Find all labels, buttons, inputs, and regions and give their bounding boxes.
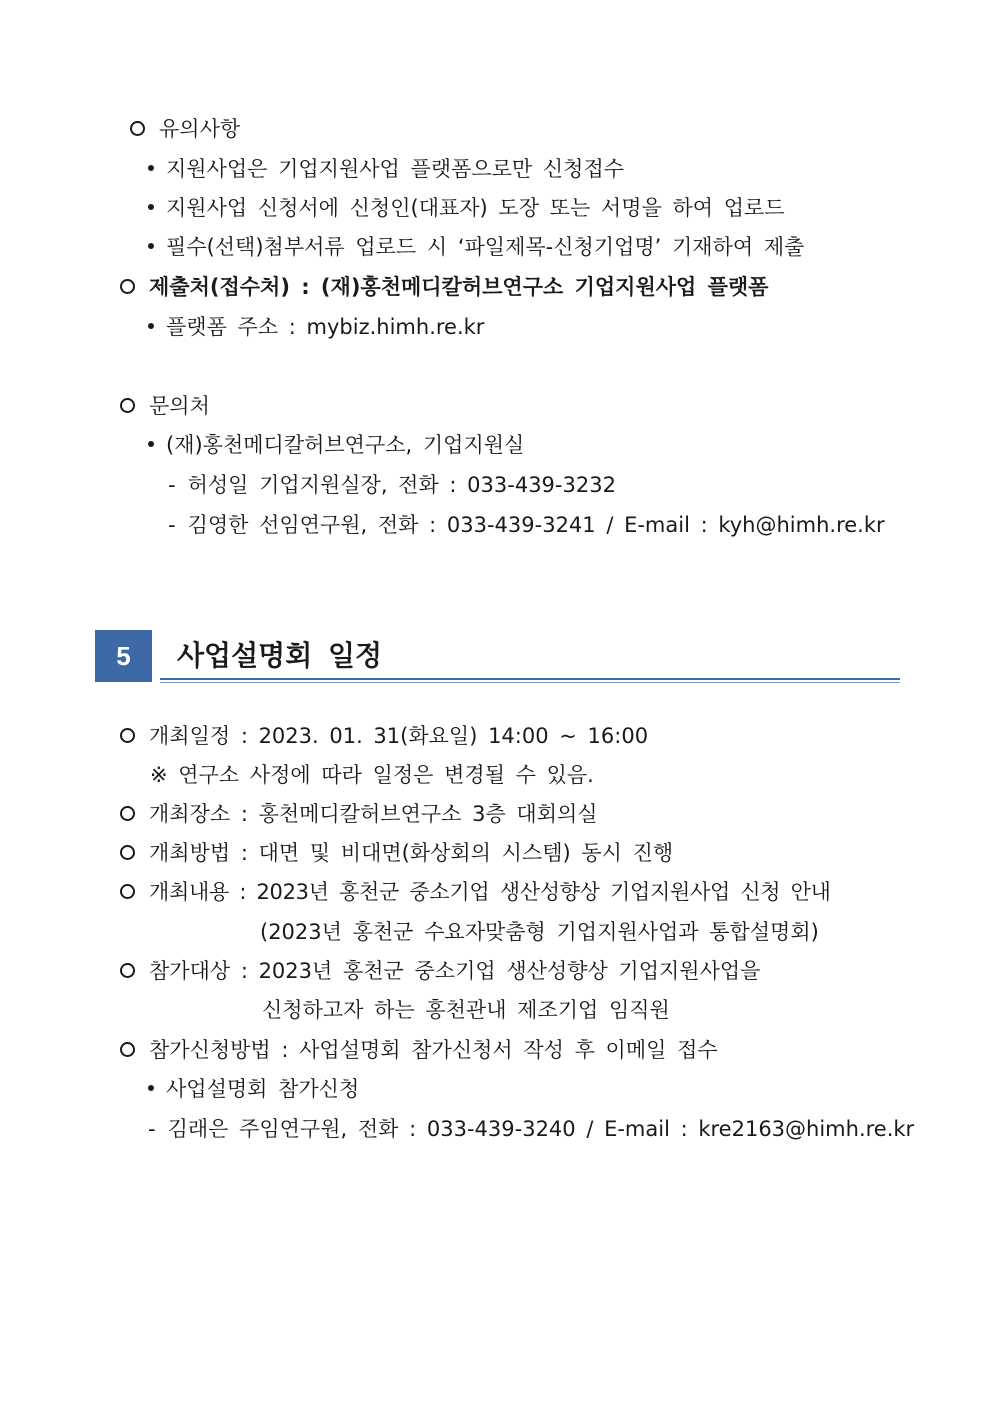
platform-address: 플랫폼 주소 : mybiz.himh.re.kr	[166, 315, 485, 339]
hollow-circle-bullet-icon	[120, 963, 135, 978]
target-row	[120, 957, 760, 985]
venue-row	[120, 800, 598, 828]
apply-item-row	[148, 1075, 359, 1103]
schedule-row	[120, 722, 648, 750]
notes-heading: 유의사항	[159, 117, 241, 141]
bullet-dot-icon	[148, 441, 154, 447]
content-row	[120, 878, 831, 906]
contact-person	[168, 511, 885, 539]
method-row	[120, 839, 673, 867]
contact-heading: 문의처	[149, 394, 210, 418]
content-text: 개최내용 : 2023년 홍천군 중소기업 생산성향상 기업지원사업 신청 안내	[149, 880, 831, 904]
contact-person-text: 허성일 기업지원실장, 전화 : 033-439-3232	[187, 473, 616, 497]
notes-item-text: 필수(선택)첨부서류 업로드 시 ‘파일제목-신청기업명’ 기재하여 제출	[166, 235, 805, 259]
hollow-circle-bullet-icon	[120, 1042, 135, 1057]
dash-marker: -	[168, 473, 176, 497]
bullet-dot-icon	[148, 243, 154, 249]
apply-row	[120, 1036, 718, 1064]
target-continuation: 신청하고자 하는 홍천관내 제조기업 임직원	[262, 998, 670, 1022]
apply-contact-text: 김래은 주임연구원, 전화 : 033-439-3240 / E-mail : kre2163@himh.re.kr	[167, 1117, 915, 1141]
dash-marker: -	[168, 513, 176, 537]
target-text: 참가대상 : 2023년 홍천군 중소기업 생산성향상 기업지원사업을	[149, 959, 761, 983]
bullet-dot-icon	[148, 323, 154, 329]
content-continuation: (2023년 홍천군 수요자맞춤형 기업지원사업과 통합설명회)	[260, 920, 819, 944]
section-underline	[160, 678, 900, 680]
dash-marker: -	[148, 1117, 156, 1141]
notes-item	[148, 233, 804, 261]
schedule-text: 개최일정 : 2023. 01. 31(화요일) 14:00 ~ 16:00	[149, 724, 649, 748]
hollow-circle-bullet-icon	[120, 728, 135, 743]
contact-org-row	[148, 431, 524, 459]
submission-heading: 제출처(접수처) : (재)홍천메디칼허브연구소 기업지원사업 플랫폼	[149, 275, 769, 299]
notes-item	[148, 155, 624, 183]
bullet-dot-icon	[148, 204, 154, 210]
section-underline-thin	[160, 682, 900, 683]
hollow-circle-bullet-icon	[120, 279, 135, 294]
contact-org: (재)홍천메디칼허브연구소, 기업지원실	[166, 433, 525, 457]
schedule-note: ※ 연구소 사정에 따라 일정은 변경될 수 있음.	[150, 763, 594, 787]
hollow-circle-bullet-icon	[130, 121, 145, 136]
submission-heading-row	[120, 273, 768, 301]
apply-text: 참가신청방법 : 사업설명회 참가신청서 작성 후 이메일 접수	[149, 1038, 718, 1062]
hollow-circle-bullet-icon	[120, 398, 135, 413]
notes-heading-row	[130, 115, 240, 143]
section-title: 사업설명회 일정	[177, 639, 383, 672]
notes-item-text: 지원사업은 기업지원사업 플랫폼으로만 신청접수	[166, 157, 625, 181]
venue-text: 개최장소 : 홍천메디칼허브연구소 3층 대회의실	[149, 802, 598, 826]
apply-item-text: 사업설명회 참가신청	[166, 1077, 360, 1101]
bullet-dot-icon	[148, 165, 154, 171]
hollow-circle-bullet-icon	[120, 845, 135, 860]
notes-item	[148, 194, 785, 222]
notes-item-text: 지원사업 신청서에 신청인(대표자) 도장 또는 서명을 하여 업로드	[166, 196, 785, 220]
contact-heading-row	[120, 392, 210, 420]
section-number-badge: 5	[95, 630, 152, 682]
contact-person	[168, 471, 616, 499]
apply-contact-row	[148, 1115, 914, 1143]
contact-person-text: 김영한 선임연구원, 전화 : 033-439-3241 / E-mail : kyh@himh.re.kr	[187, 513, 885, 537]
hollow-circle-bullet-icon	[120, 806, 135, 821]
method-text: 개최방법 : 대면 및 비대면(화상회의 시스템) 동시 진행	[149, 841, 674, 865]
bullet-dot-icon	[148, 1085, 154, 1091]
submission-item	[148, 313, 484, 341]
hollow-circle-bullet-icon	[120, 884, 135, 899]
